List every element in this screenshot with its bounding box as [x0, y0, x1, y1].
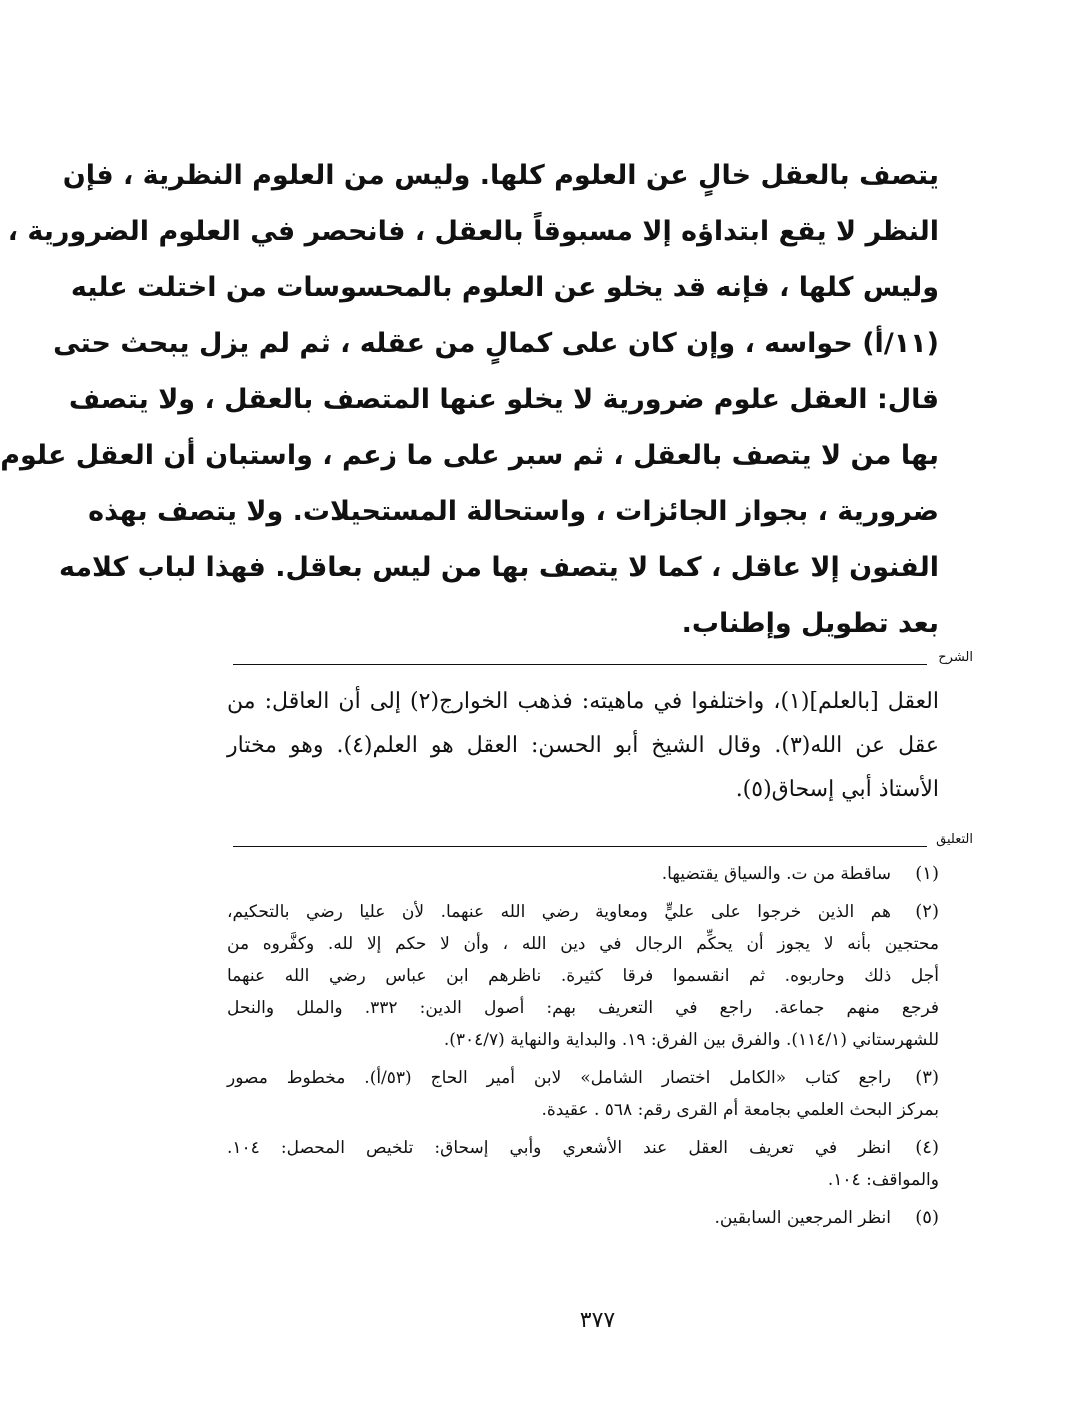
page-number: ٣٧٧: [579, 1308, 616, 1333]
commentary-line: الأستاذ أبي إسحاق(٥).: [735, 777, 939, 802]
main-text-line: (١١/أ) حواسه ، وإن كان على كمالٍ من عقله ، ثم لم يزل يبحث حتى: [53, 328, 939, 359]
commentary-rule: [233, 664, 927, 665]
footnote-2: [227, 896, 939, 1056]
commentary-text: [227, 680, 939, 812]
main-text-line: ضرورية ، بجواز الجائزات ، واستحالة المستحيلات. ولا يتصف بهذه: [88, 496, 939, 527]
notes-label: التعليق: [936, 832, 973, 847]
footnote-number: (١): [915, 863, 939, 884]
main-text-line: وليس كلها ، فإنه قد يخلو عن العلوم بالمحسوسات من اختلت عليه: [70, 272, 939, 303]
commentary-line: عقل عن الله(٣). وقال الشيخ أبو الحسن: العقل هو العلم(٤). وهو مختار: [227, 733, 939, 758]
footnote-line: فرجع منهم جماعة. راجع في التعريف بهم: أصول الدين: ٣٣٢. والملل والنحل: [227, 998, 939, 1018]
main-text-line: بعد تطويل وإطناب.: [681, 608, 939, 639]
footnote-number: (٥): [915, 1207, 939, 1228]
footnote-line: انظر المرجعين السابقين.: [714, 1208, 891, 1228]
main-text: [0, 148, 939, 652]
main-text-line: بها من لا يتصف بالعقل ، ثم سبر على ما زعم ، واستبان أن العقل علوم: [0, 440, 939, 471]
main-text-line: يتصف بالعقل خالٍ عن العلوم كلها. وليس من العلوم النظرية ، فإن: [62, 160, 939, 191]
footnote-line: أجل ذلك وحاربوه. ثم انقسموا فرقا كثيرة. ناظرهم ابن عباس رضي الله عنهما: [227, 966, 939, 986]
footnote-5: [227, 1202, 939, 1234]
footnote-line: والمواقف: ١٠٤.: [827, 1170, 939, 1190]
footnote-1: [227, 858, 939, 890]
main-text-line: النظر لا يقع ابتداؤه إلا مسبوقاً بالعقل ، فانحصر في العلوم الضرورية ،: [7, 216, 939, 247]
footnote-line: ساقطة من ت. والسياق يقتضيها.: [661, 864, 891, 884]
footnote-line: للشهرستاني (١١٤/١). والفرق بين الفرق: ١٩. والبداية والنهاية (٣٠٤/٧).: [443, 1030, 939, 1050]
footnote-number: (٢): [915, 901, 939, 922]
footnote-line: محتجين بأنه لا يجوز أن يحكِّم الرجال في دين الله ، وأن لا حكم إلا لله. وكفَّروه من: [227, 934, 939, 954]
footnotes: [227, 858, 939, 1240]
footnote-line: انظر في تعريف العقل عند الأشعري وأبي إسحاق: تلخيص المحصل: ١٠٤.: [227, 1138, 891, 1158]
footnote-4: [227, 1132, 939, 1196]
main-text-line: الفنون إلا عاقل ، كما لا يتصف بها من ليس بعاقل. فهذا لباب كلامه: [58, 552, 939, 583]
footnote-3: [227, 1062, 939, 1126]
commentary-header: [233, 650, 973, 670]
commentary-label: الشرح: [938, 650, 973, 665]
notes-header: [233, 832, 973, 852]
footnote-line: راجع كتاب «الكامل اختصار الشامل» لابن أمير الحاج (٥٣/أ). مخطوط مصور: [227, 1068, 891, 1088]
notes-rule: [233, 846, 927, 847]
footnote-line: بمركز البحث العلمي بجامعة أم القرى رقم: ٥٦٨ . عقيدة.: [541, 1100, 939, 1120]
commentary-line: العقل [بالعلم](١)، واختلفوا في ماهيته: فذهب الخوارج(٢) إلى أن العاقل: من: [227, 689, 939, 714]
footnote-line: هم الذين خرجوا على عليٍّ ومعاوية رضي الله عنهما. لأن عليا رضي بالتحكيم،: [227, 902, 891, 922]
footnote-number: (٤): [915, 1137, 939, 1158]
footnote-number: (٣): [915, 1067, 939, 1088]
main-text-line: قال: العقل علوم ضرورية لا يخلو عنها المتصف بالعقل ، ولا يتصف: [68, 384, 939, 415]
